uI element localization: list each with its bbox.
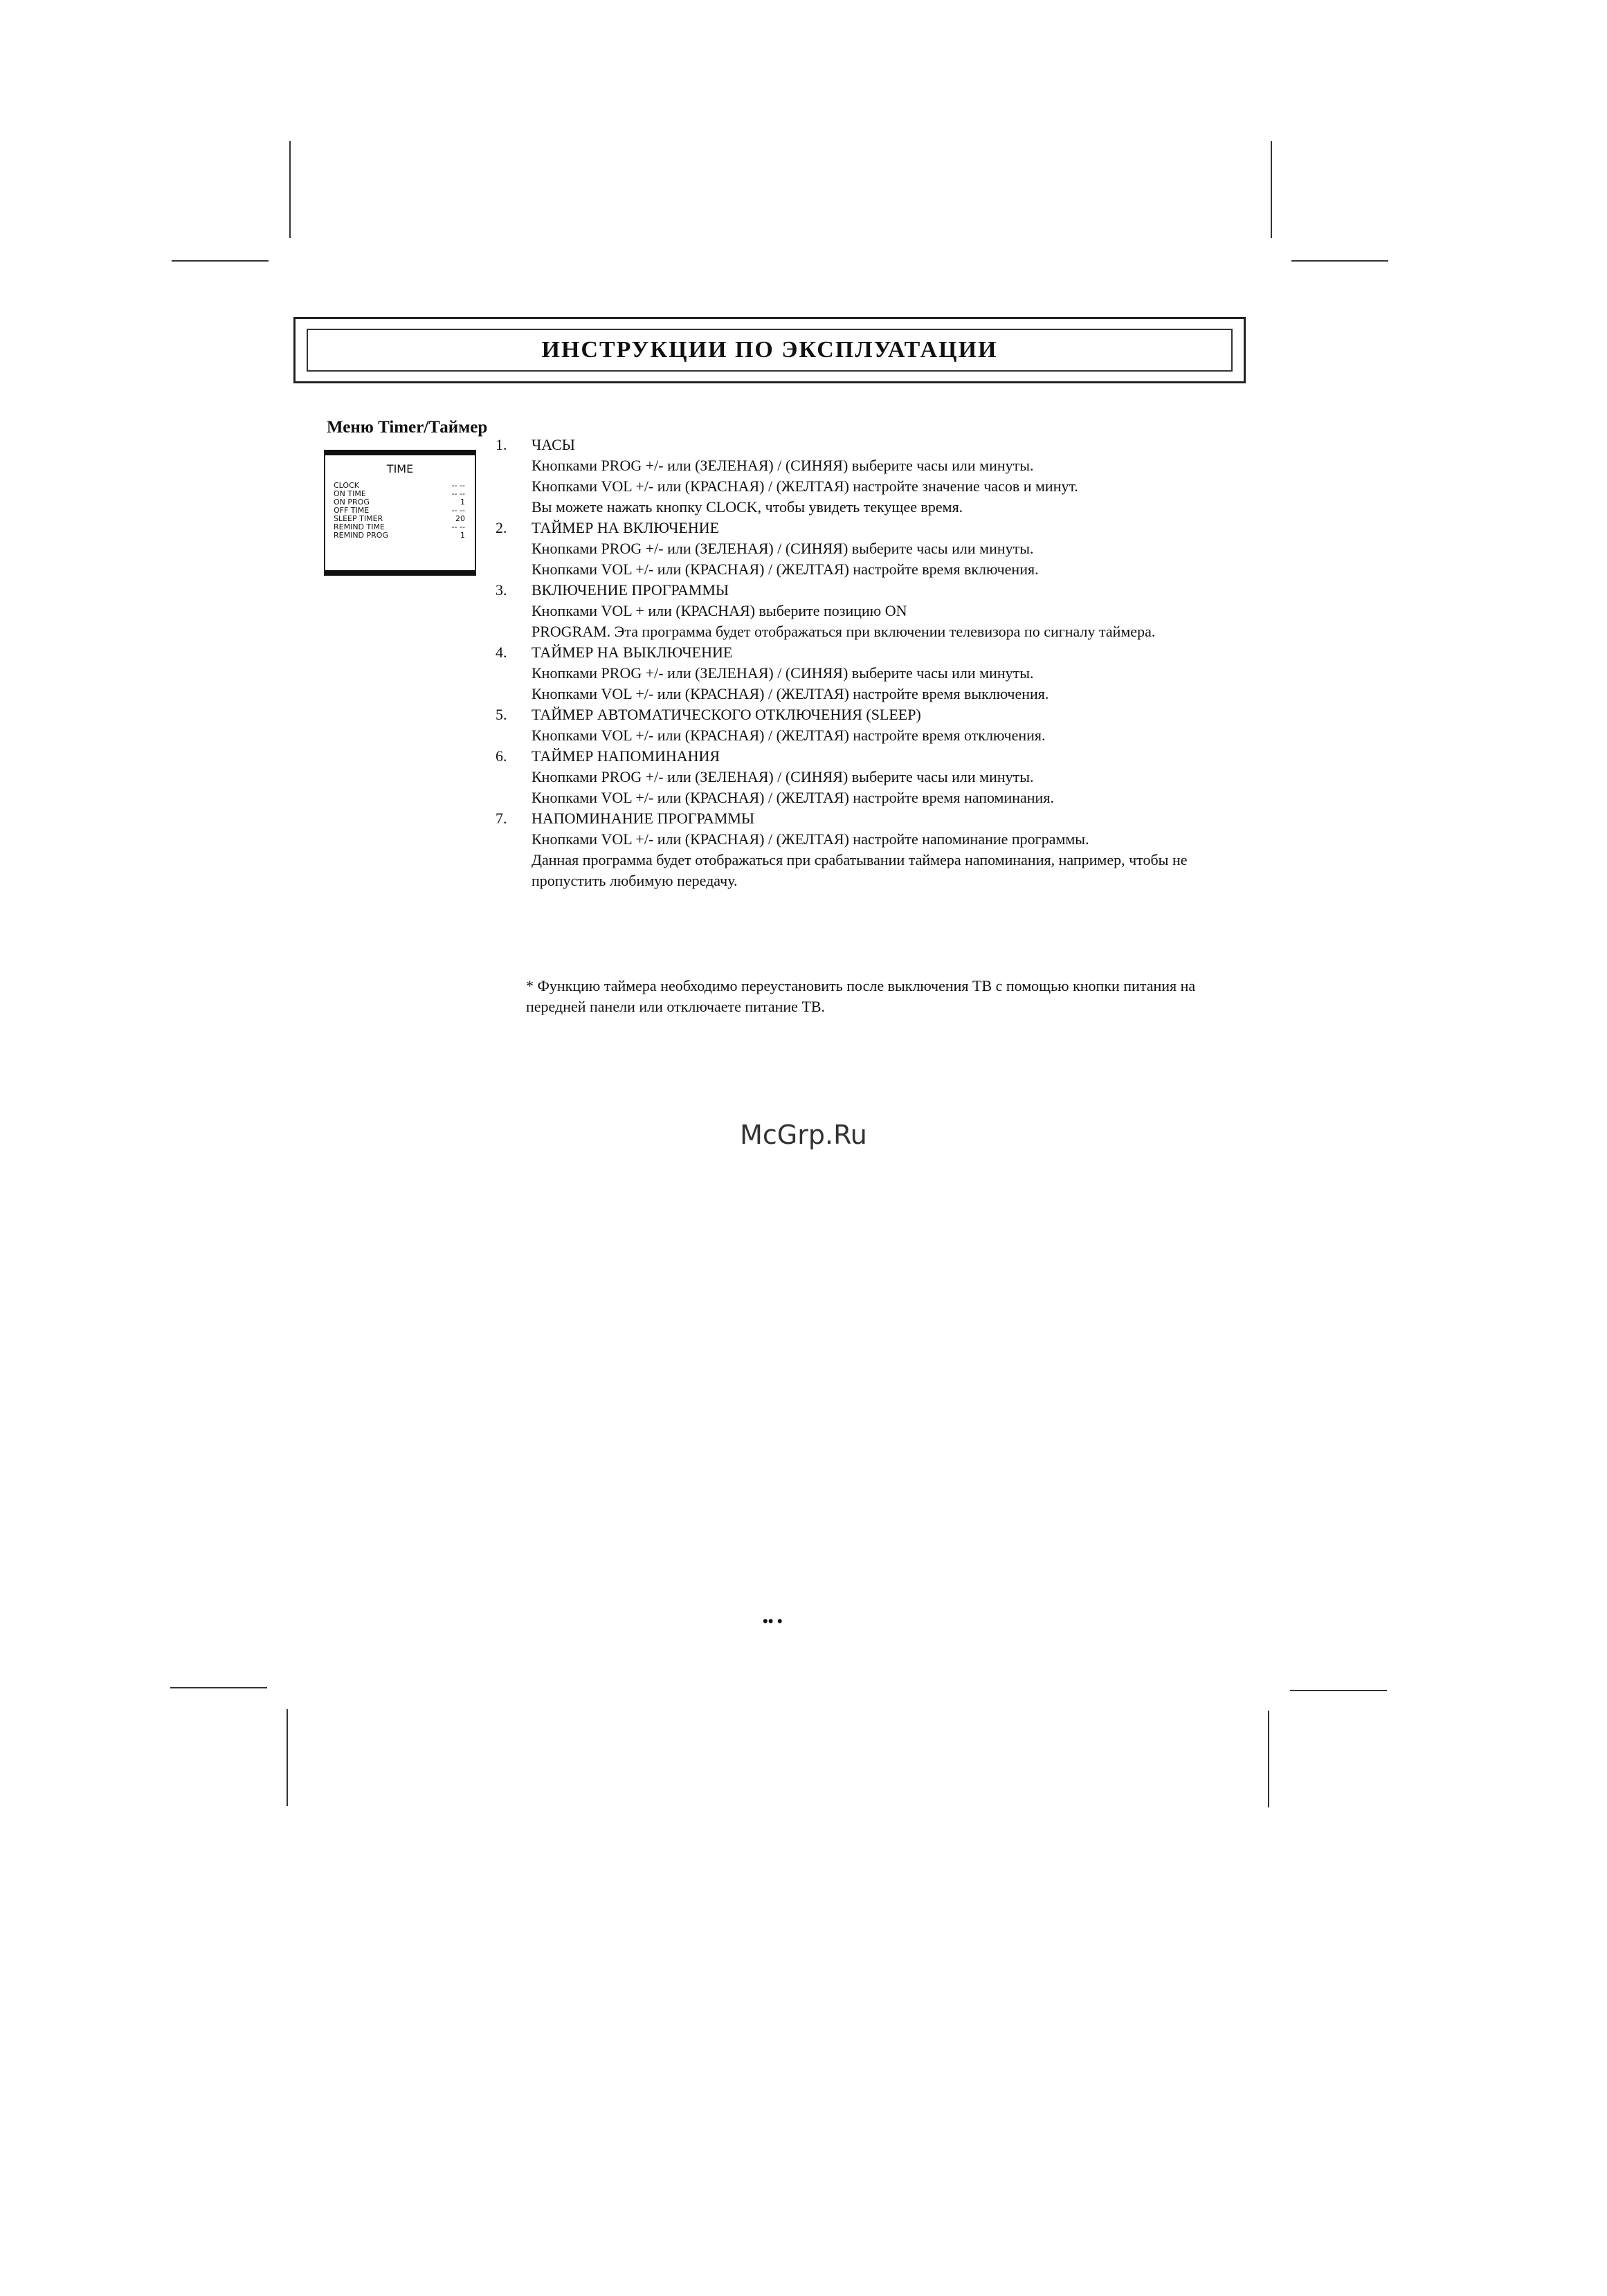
list-item [496, 808, 1250, 891]
osd-rows [334, 482, 465, 540]
osd-row-value: -- -- [451, 506, 465, 515]
crop-mark [1290, 1690, 1387, 1691]
crop-mark [1271, 141, 1272, 238]
item-number: 5. [496, 706, 507, 723]
osd-row-label: ON PROG [334, 498, 370, 507]
menu-label: Меню Timer/Таймер [327, 418, 488, 437]
page-title: ИНСТРУКЦИИ ПО ЭКСПЛУАТАЦИИ [541, 337, 998, 363]
item-line: Кнопками VOL +/- или (КРАСНАЯ) / (ЖЕЛТАЯ) настройте время напоминания. [532, 789, 1054, 806]
item-line: Кнопками VOL +/- или (КРАСНАЯ) / (ЖЕЛТАЯ) настройте значение часов и минут. [532, 477, 1078, 495]
osd-row-value: -- -- [451, 481, 465, 490]
item-title: НАПОМИНАНИЕ ПРОГРАММЫ [532, 810, 755, 827]
item-title: ТАЙМЕР НА ВКЛЮЧЕНИЕ [532, 519, 720, 536]
item-line: Вы можете нажать кнопку CLOCK, чтобы увидеть текущее время. [532, 498, 963, 516]
osd-row-value: 1 [460, 498, 465, 507]
osd-row-label: CLOCK [334, 481, 359, 490]
osd-row-value: -- -- [451, 522, 465, 531]
item-line: Кнопками VOL +/- или (КРАСНАЯ) / (ЖЕЛТАЯ) настройте время включения. [532, 561, 1039, 578]
page-number: •• • [763, 1612, 783, 1630]
item-line: Данная программа будет отображаться при срабатывании таймера напоминания, например, чтобы не пропустить любимую передачу. [532, 851, 1188, 889]
item-line: Кнопками PROG +/- или (ЗЕЛЕНАЯ) / (СИНЯЯ) выберите часы или минуты. [532, 457, 1034, 474]
item-title: ЧАСЫ [532, 436, 575, 453]
item-title: ВКЛЮЧЕНИЕ ПРОГРАММЫ [532, 581, 729, 599]
item-line: Кнопками VOL + или (КРАСНАЯ) выберите позицию ON [532, 602, 907, 619]
list-item [496, 746, 1250, 808]
item-title: ТАЙМЕР АВТОМАТИЧЕСКОГО ОТКЛЮЧЕНИЯ (SLEEP) [532, 706, 921, 723]
item-line: PROGRAM. Эта программа будет отображаться при включении телевизора по сигналу таймера. [532, 623, 1156, 640]
osd-row-value: 1 [460, 531, 465, 540]
list-item [496, 642, 1250, 704]
instructions-list [496, 435, 1250, 891]
item-number: 3. [496, 581, 507, 599]
osd-row-label: OFF TIME [334, 506, 370, 515]
page-header-frame [307, 329, 1233, 372]
item-line: Кнопками VOL +/- или (КРАСНАЯ) / (ЖЕЛТАЯ) настройте напоминание программы. [532, 830, 1089, 848]
osd-row-value: 20 [455, 514, 465, 523]
watermark: McGrp.Ru [740, 1120, 867, 1150]
crop-mark [1268, 1711, 1269, 1807]
item-number: 6. [496, 747, 507, 765]
item-line: Кнопками VOL +/- или (КРАСНАЯ) / (ЖЕЛТАЯ) настройте время выключения. [532, 685, 1049, 702]
list-item [496, 435, 1250, 518]
list-item [496, 704, 1250, 746]
item-number: 7. [496, 810, 507, 827]
crop-mark [289, 141, 291, 238]
osd-row-label: REMIND PROG [334, 531, 388, 540]
item-number: 2. [496, 519, 507, 536]
list-item [496, 580, 1250, 642]
osd-row-label: SLEEP TIMER [334, 514, 383, 523]
item-title: ТАЙМЕР НА ВЫКЛЮЧЕНИЕ [532, 644, 733, 661]
footnote: * Функцию таймера необходимо переустановить после выключения ТВ с помощью кнопки питания на передней панели или отключаете питание ТВ. [526, 977, 1196, 1015]
item-line: Кнопками PROG +/- или (ЗЕЛЕНАЯ) / (СИНЯЯ) выберите часы или минуты. [532, 664, 1034, 682]
osd-row [334, 531, 465, 540]
page-header [293, 317, 1246, 383]
crop-mark [170, 1687, 267, 1688]
crop-mark [172, 260, 269, 262]
osd-row-label: ON TIME [334, 489, 366, 498]
item-number: 4. [496, 644, 507, 661]
osd-row-label: REMIND TIME [334, 522, 385, 531]
list-item [496, 518, 1250, 580]
osd-title: TIME [386, 462, 414, 475]
crop-mark [287, 1709, 288, 1806]
crop-mark [1291, 260, 1388, 262]
item-line: Кнопками VOL +/- или (КРАСНАЯ) / (ЖЕЛТАЯ) настройте время отключения. [532, 727, 1046, 744]
osd-row-value: -- -- [451, 489, 465, 498]
item-line: Кнопками PROG +/- или (ЗЕЛЕНАЯ) / (СИНЯЯ) выберите часы или минуты. [532, 768, 1034, 785]
item-number: 1. [496, 436, 507, 453]
item-title: ТАЙМЕР НАПОМИНАНИЯ [532, 747, 720, 765]
timer-osd-menu [324, 450, 476, 576]
item-line: Кнопками PROG +/- или (ЗЕЛЕНАЯ) / (СИНЯЯ) выберите часы или минуты. [532, 540, 1034, 557]
